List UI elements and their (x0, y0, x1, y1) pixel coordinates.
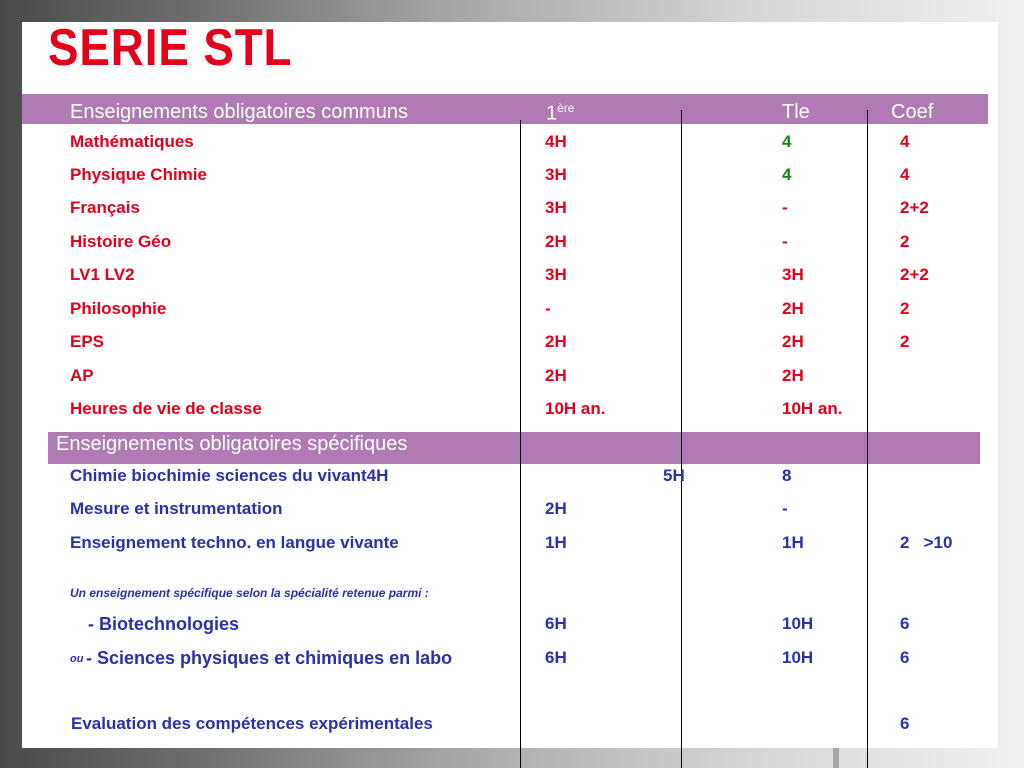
row-terminale: - (782, 232, 788, 251)
row-terminale: 3H (782, 265, 804, 284)
row-premiere: - (545, 299, 551, 318)
row-coef: 2 (900, 332, 910, 351)
row-subject: - Biotechnologies (88, 614, 240, 634)
row-subject: Mathématiques (70, 132, 194, 151)
row-terminale: 1H (782, 533, 804, 552)
header-col-coef: Coef (891, 101, 934, 123)
header-specific-label: Enseignements obligatoires spécifiques (56, 433, 408, 455)
row-coef: 2+2 (900, 198, 929, 217)
row-premiere: 1H (545, 533, 567, 552)
row-middle: 5H (663, 466, 685, 485)
row-premiere: 4H (545, 132, 567, 151)
row-terminale: - (782, 499, 788, 518)
row-coef: 4 (900, 165, 910, 184)
page-title: SERIE STL (48, 19, 293, 77)
row-subject: Physique Chimie (70, 165, 207, 184)
row-subject: Histoire Géo (70, 232, 172, 251)
row-prefix: ou (70, 653, 84, 665)
row-subject: Mesure et instrumentation (70, 499, 283, 518)
row-coef: 2 >10 (900, 533, 953, 552)
row-terminale: 8 (782, 466, 792, 485)
row-subject: - Sciences physiques et chimiques en labo (86, 648, 453, 668)
row-subject: Heures de vie de classe (70, 399, 262, 418)
row-premiere: 2H (545, 332, 567, 351)
specialty-note: Un enseignement spécifique selon la spécialité retenue parmi : (70, 586, 429, 600)
row-terminale: 2H (782, 299, 804, 318)
row-subject: Français (70, 198, 140, 217)
row-terminale: 10H (782, 614, 814, 633)
evaluation-subject: Evaluation des compétences expérimentales (71, 714, 433, 733)
row-premiere: 3H (545, 265, 567, 284)
row-coef: 6 (900, 614, 910, 633)
column-divider-1 (520, 120, 521, 768)
row-subject: AP (70, 366, 94, 385)
header-col-terminale: Tle (782, 101, 810, 123)
row-terminale: 4 (782, 132, 792, 151)
row-terminale: 2H (782, 332, 804, 351)
row-subject: LV1 LV2 (70, 265, 135, 284)
row-premiere: 6H (545, 614, 567, 633)
row-terminale: 10H an. (782, 399, 843, 418)
row-premiere: 2H (545, 366, 567, 385)
row-terminale: 2H (782, 366, 804, 385)
row-premiere: 10H an. (545, 399, 606, 418)
row-subject: Chimie biochimie sciences du vivant4H (70, 466, 389, 485)
row-terminale: - (782, 198, 788, 217)
row-subject: Philosophie (70, 299, 167, 318)
row-premiere: 2H (545, 232, 567, 251)
header-col-premiere: 1ère (546, 101, 575, 125)
row-premiere: 6H (545, 648, 567, 667)
row-coef: 2 (900, 232, 910, 251)
row-premiere: 2H (545, 499, 567, 518)
row-terminale: 10H (782, 648, 814, 667)
column-divider-2 (681, 110, 682, 768)
row-subject: Enseignement techno. en langue vivante (70, 533, 399, 552)
row-subject: EPS (70, 332, 105, 351)
row-premiere: 3H (545, 198, 567, 217)
row-premiere: 3H (545, 165, 567, 184)
row-terminale: 4 (782, 165, 792, 184)
row-coef: 6 (900, 648, 910, 667)
evaluation-coef: 6 (900, 714, 910, 733)
row-coef: 4 (900, 132, 910, 151)
decorative-stripe (833, 748, 839, 768)
slide-page (22, 19, 998, 748)
column-divider-3 (867, 110, 868, 768)
header-common-label: Enseignements obligatoires communs (70, 101, 408, 123)
row-coef: 2 (900, 299, 910, 318)
row-coef: 2+2 (900, 265, 929, 284)
